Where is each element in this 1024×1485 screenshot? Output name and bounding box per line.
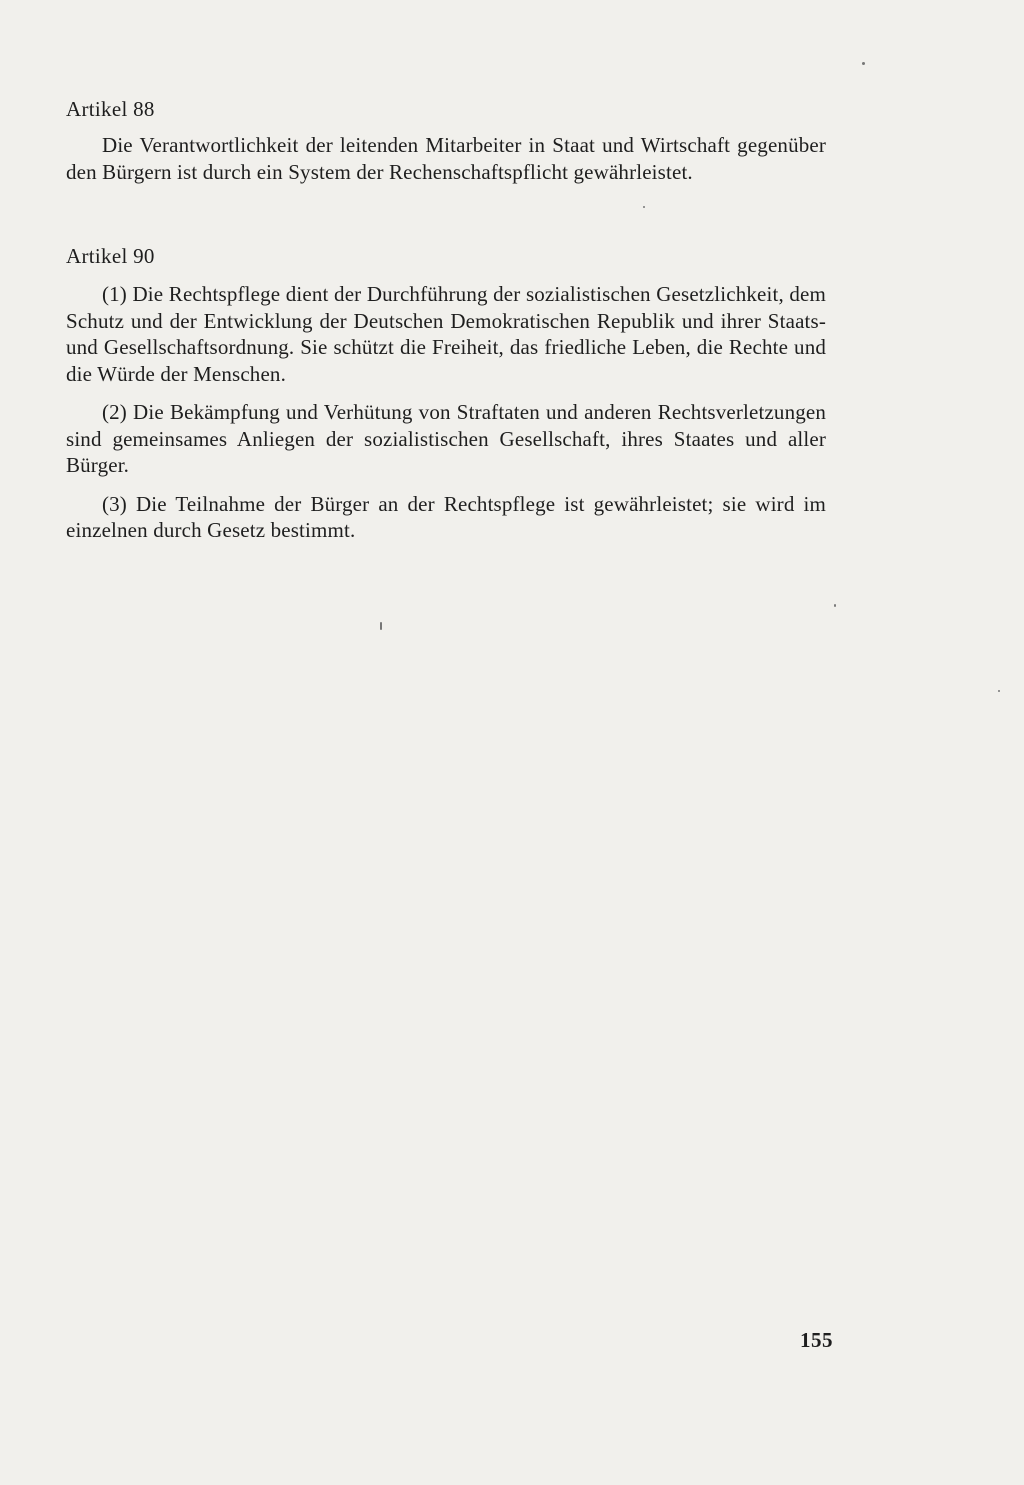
article-88 <box>66 96 826 185</box>
scan-speck <box>643 206 645 208</box>
article-90 <box>66 243 826 544</box>
scan-speck <box>834 604 836 607</box>
article-heading: Artikel 88 <box>66 97 155 121</box>
scan-speck <box>380 622 382 630</box>
article-paragraph: Die Verantwortlichkeit der leitenden Mitarbeiter in Staat und Wirtschaft gegenüber den Bürgern ist durch ein System der Rechenschaftspflicht gewährleistet. <box>66 133 826 184</box>
article-paragraph-3: (3) Die Teilnahme der Bürger an der Rechtspflege ist gewährleistet; sie wird im einzelnen durch Gesetz bestimmt. <box>66 491 826 542</box>
scan-speck <box>998 690 1000 692</box>
article-paragraph-1: (1) Die Rechtspflege dient der Durchführung der sozialistischen Gesetzlichkeit, dem Schutz und der Entwicklung der Deutschen Demokratischen Republik und ihrer Staats- und Gesellschaftsordnung. Sie schützt die Freiheit, das friedliche Leben, die Rechte und die Würde der Menschen. <box>66 282 826 386</box>
page-number: 155 <box>800 1328 833 1352</box>
article-paragraph-2: (2) Die Bekämpfung und Verhütung von Straftaten und anderen Rechtsverletzungen sind gemeinsames Anliegen der sozialistischen Gesellschaft, ihres Staates und aller Bürger. <box>66 400 826 477</box>
article-heading: Artikel 90 <box>66 244 155 268</box>
scan-speck <box>862 62 865 65</box>
